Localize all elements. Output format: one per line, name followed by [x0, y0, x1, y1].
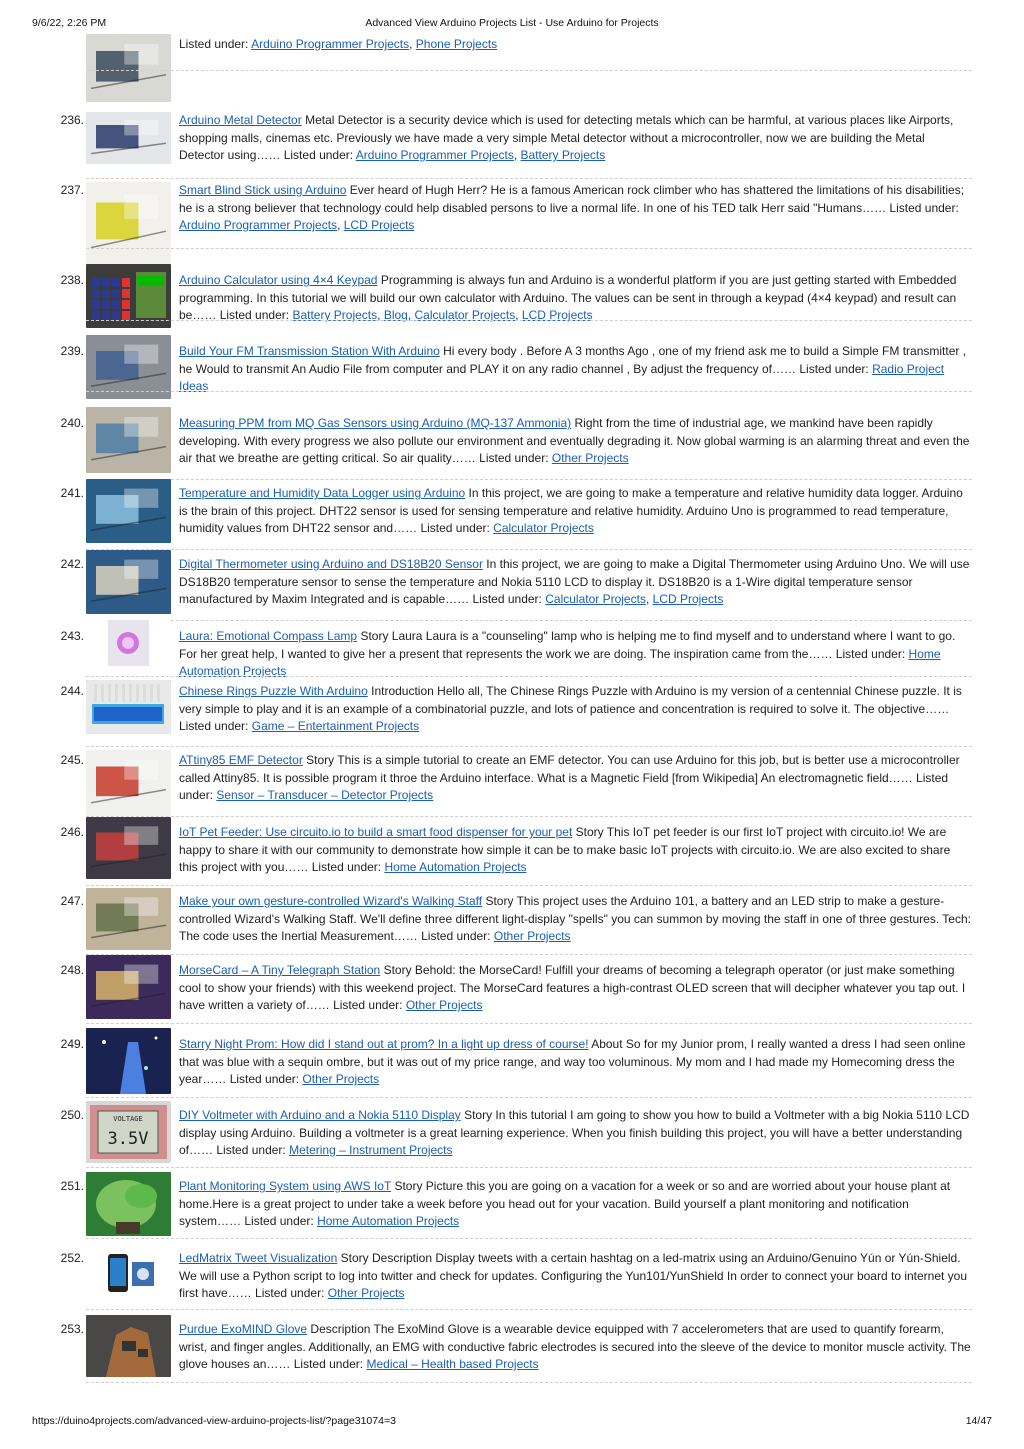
- print-header: [32, 17, 992, 31]
- item-divider: [86, 1238, 972, 1239]
- listed-under-label: Listed under:: [472, 592, 542, 606]
- project-thumbnail[interactable]: [86, 888, 171, 950]
- item-divider: [86, 320, 972, 321]
- item-text: [179, 1036, 971, 1089]
- project-thumbnail[interactable]: [86, 955, 171, 1019]
- item-text: Digital Thermometer using Arduino and DS18B20 Sensor In this project, we are going to make a Digital Thermometer using Arduino Uno. We will use DS18B20 temperature sensor to sense the temperature and Nokia 5110 LCD to display it. DS18B20 is a 1-Wire digital temperature sensor manufactured by Maxim Integrated and is capable…… Listed under: Calculator Projects, LCD Projects: [179, 557, 970, 606]
- project-description: Hi every body . Before A 3 months Ago , one of my friend ask me to build a Simple FM transmitter , he Would to transmit An Audio File from computer and PLAY it on any radio channel , By adjust the frequency of……: [179, 344, 967, 376]
- item-number: 252.: [60, 1251, 84, 1265]
- project-description: Story Laura Laura is a "counseling" lamp who is helping me to find myself and to understand where I want to go. For her great help, I wanted to give her a present that represents the work we are doing. The inspiration came from the……: [179, 629, 956, 661]
- project-thumbnail[interactable]: [86, 407, 171, 473]
- item-divider: [86, 1309, 972, 1310]
- item-divider: [86, 954, 972, 955]
- project-description: Programming is always fun and Arduino is a wonderful platform if you are just getting started with Embedded programming. In this tutorial we will build our own calculator with Arduino. The values can be sent in through a keypad (4×4 keypad) and result can be……: [179, 273, 957, 322]
- project-description: Story Picture this you are going on a vacation for a week or so and are worried about your house plant at home.Here is a great project to under take a week before you head out for your vacation. Build yourself a plant monitoring and notification system……: [179, 1179, 951, 1228]
- project-description: Introduction Hello all, The Chinese Rings Puzzle with Arduino is my version of a centennial Chinese puzzle. It is very simple to play and it is an example of a combinatorial puzzle, and lots of patience and concentration is required to solve it. The objective……: [179, 684, 962, 716]
- category-link[interactable]: Calculator Projects: [545, 592, 646, 606]
- page-number: 14/47: [965, 1415, 992, 1427]
- listed-under-label: Listed under:: [179, 37, 249, 51]
- project-description: Story This IoT pet feeder is our first IoT project with circuito.io! We are happy to share it with our community to demonstrate how simple it can be to make basic IoT projects with circuito.io. We are also excited to share this project with you……: [179, 825, 951, 874]
- project-description: In this project, we are going to make a Digital Thermometer using Arduino Uno. We will use DS18B20 temperature sensor to sense the temperature and Nokia 5110 LCD to display it. DS18B20 is a 1-Wire digital temperature sensor manufactured by Maxim Integrated and is capable……: [179, 557, 970, 606]
- item-text: [179, 343, 971, 396]
- voltmeter-label: VOLTAGE: [113, 1115, 143, 1123]
- project-thumbnail[interactable]: [86, 335, 171, 399]
- listed-under-label: Listed under:: [216, 1143, 286, 1157]
- project-description: About So for my Junior prom, I really wanted a dress I had seen online that was blue with a sequin ombre, but it was out of my price range, and way too voluminous. My mom and I had made my Homecoming dress the year……: [179, 1037, 966, 1086]
- print-date: 9/6/22, 2:26 PM: [32, 17, 107, 29]
- project-description: Story Description Display tweets with a certain hashtag on a led-matrix using an Arduino/Genuino Yún or Yún-Shield. We will use a Python script to log into twitter and check for updates. Configuring the Yun101/YunShield In order to connect your board to internet you first have……: [179, 1251, 968, 1300]
- category-link[interactable]: Radio Project Ideas: [179, 361, 945, 393]
- project-title-link[interactable]: DIY Voltmeter with Arduino and a Nokia 5110 Display: [179, 1108, 461, 1122]
- project-title-link[interactable]: Build Your FM Transmission Station With Arduino: [179, 344, 440, 358]
- category-link[interactable]: Blog: [383, 308, 408, 322]
- page-title: Advanced View Arduino Projects List - Use Arduino for Projects: [365, 17, 659, 29]
- project-description: Right from the time of industrial age, we mankind have been rapidly developing. With every progress we also pollute our environment and eventually degrading it. Now global warming is an alarming threat and even the air that we breathe are getting critical. So air quality……: [179, 416, 970, 465]
- listed-under-label: Listed under:: [255, 1286, 325, 1300]
- listed-under-label: Listed under:: [835, 646, 906, 661]
- item-number: 249.: [60, 1037, 84, 1051]
- item-divider: [86, 178, 972, 179]
- category-link[interactable]: Phone Projects: [415, 37, 498, 51]
- item-number: 243.: [60, 629, 84, 643]
- category-link[interactable]: Battery Projects: [292, 308, 378, 322]
- project-description: Story This project uses the Arduino 101, a battery and an LED strip to make a gesture-controlled Wizard's Walking Staff. We'll define three different light-display "spells" you can summon by moving the staff in one of three gestures. Tech: The code uses the Inertial Measurement……: [179, 894, 971, 943]
- item-divider: [86, 479, 972, 480]
- category-link[interactable]: LCD Projects: [652, 592, 724, 606]
- project-title-link[interactable]: Arduino Calculator using 4×4 Keypad: [179, 273, 378, 287]
- item-number: 242.: [60, 557, 84, 571]
- project-title-link[interactable]: LedMatrix Tweet Visualization: [179, 1251, 338, 1265]
- item-number: 241.: [60, 486, 84, 500]
- item-number: 246.: [60, 825, 84, 839]
- listed-under-label: Listed under:: [219, 308, 290, 322]
- item-divider: [86, 248, 972, 249]
- project-thumbnail[interactable]: [86, 750, 171, 816]
- item-text: [179, 415, 971, 468]
- item-number: 253.: [60, 1322, 84, 1336]
- category-link[interactable]: Other Projects: [327, 1286, 405, 1300]
- category-link[interactable]: Home Automation Projects: [384, 860, 527, 874]
- item-divider: [86, 816, 972, 817]
- listed-under-label: Listed under:: [293, 1357, 364, 1371]
- project-title-link[interactable]: Digital Thermometer using Arduino and DS18B20 Sensor: [179, 557, 483, 571]
- item-divider: [86, 549, 972, 550]
- category-link[interactable]: Metering – Instrument Projects: [289, 1143, 453, 1157]
- project-title-link[interactable]: IoT Pet Feeder: Use circuito.io to build a smart food dispenser for your pet: [179, 825, 573, 839]
- project-description: In this project, we are going to make a temperature and relative humidity data logger. Arduino is the brain of this project. DHT22 sensor is used for sensing temperature and relative humidity. Arduino Uno is programmed to read temperature, humidity values from DHT22 sensor and……: [179, 486, 963, 535]
- item-divider: [86, 391, 972, 392]
- item-text: [179, 1107, 971, 1160]
- project-thumbnail[interactable]: [86, 817, 171, 879]
- project-title-link[interactable]: Make your own gesture-controlled Wizard's Walking Staff: [179, 894, 483, 908]
- listed-under-label: Listed under:: [229, 1072, 300, 1086]
- item-divider: [86, 1382, 972, 1383]
- item-divider: [86, 746, 972, 747]
- listed-under-label: Listed under:: [244, 1214, 314, 1228]
- project-thumbnail[interactable]: [86, 34, 171, 102]
- item-number: 237.: [60, 183, 84, 197]
- project-title-link[interactable]: Temperature and Humidity Data Logger using Arduino: [179, 486, 466, 500]
- listed-under-label: Listed under:: [179, 770, 949, 802]
- item-divider: [86, 676, 972, 677]
- voltmeter-value: 3.5V: [107, 1129, 149, 1149]
- project-title-link[interactable]: Measuring PPM from MQ Gas Sensors using Arduino (MQ-137 Ammonia): [179, 416, 572, 430]
- project-thumbnail[interactable]: [86, 680, 171, 734]
- item-number: 238.: [60, 273, 84, 287]
- listed-under-label: Listed under:: [283, 148, 354, 162]
- project-thumbnail[interactable]: [86, 1101, 171, 1163]
- project-thumbnail[interactable]: [86, 620, 171, 666]
- item-number: 245.: [60, 753, 84, 767]
- item-divider: [86, 1023, 972, 1024]
- item-text: Listed under: Arduino Programmer Projects, Phone Projects: [179, 37, 498, 51]
- project-title-link[interactable]: Plant Monitoring System using AWS IoT: [179, 1179, 392, 1193]
- item-number: 239.: [60, 344, 84, 358]
- category-link[interactable]: Other Projects: [551, 451, 629, 465]
- category-link[interactable]: Other Projects: [302, 1072, 380, 1086]
- project-thumbnail[interactable]: [86, 182, 171, 264]
- project-title-link[interactable]: Arduino Metal Detector: [179, 113, 302, 127]
- category-link[interactable]: Game – Entertainment Projects: [251, 719, 420, 733]
- project-thumbnail[interactable]: [86, 1028, 171, 1094]
- project-thumbnail[interactable]: [86, 1172, 171, 1236]
- item-text: Arduino Metal Detector Metal Detector is a security device which is used for detecting metals which can be harmful, at various places like Airports, shopping malls, cinemas etc. Previously we have made a very simple Metal detector without a microcontroller, now we are building the Metal Detector using…… Listed under: Arduino Programmer Projects, Battery Projects: [179, 113, 954, 162]
- listed-under-label: Listed under:: [420, 521, 490, 535]
- item-text: [179, 752, 971, 805]
- item-number: 240.: [60, 416, 84, 430]
- project-description: Description The ExoMind Glove is a wearable device equipped with 7 accelerometers that are used to quantify forearm, wrist, and finger angles. Additionally, an EMG with conductive fabric electrodes is secured into the sleeve of the device to monitor muscle activity. The glove houses an……: [179, 1322, 971, 1371]
- listed-under-label: Listed under:: [179, 719, 249, 733]
- category-link[interactable]: Arduino Programmer Projects: [179, 218, 338, 232]
- item-number: 247.: [60, 894, 84, 908]
- project-description: Ever heard of Hugh Herr? He is a famous American rock climber who has shattered the limitations of his disabilities; he is a strong believer that technology could help disabled persons to live a normal life. In one of his TED talk Herr said "Humans……: [179, 183, 965, 215]
- project-thumbnail[interactable]: [86, 479, 171, 543]
- category-link[interactable]: LCD Projects: [343, 218, 415, 232]
- listed-under-label: Listed under:: [311, 860, 382, 874]
- item-text: [179, 1321, 971, 1374]
- category-link[interactable]: Medical – Health based Projects: [366, 1357, 539, 1371]
- item-divider: [86, 620, 972, 621]
- project-thumbnail[interactable]: [86, 1246, 171, 1302]
- project-title-link[interactable]: Starry Night Prom: How did I stand out at prom? In a light up dress of course!: [179, 1037, 589, 1051]
- item-text: Smart Blind Stick using Arduino Ever heard of Hugh Herr? He is a famous American rock climber who has shattered the limitations of his disabilities; he is a strong believer that technology could help disabled persons to live a normal life. In one of his TED talk Herr said "Humans…… Listed under: Arduino Programmer Projects, LCD Projects: [179, 183, 965, 232]
- item-text: [179, 1250, 971, 1303]
- category-link[interactable]: Home Automation Projects: [317, 1214, 460, 1228]
- item-divider: [86, 885, 972, 886]
- item-number: 248.: [60, 963, 84, 977]
- item-text: [179, 824, 971, 877]
- listed-under-label: Listed under:: [333, 998, 403, 1012]
- item-number: 251.: [60, 1179, 84, 1193]
- item-number: 244.: [60, 684, 84, 698]
- category-link[interactable]: Calculator Projects: [493, 521, 594, 535]
- project-thumbnail[interactable]: [86, 550, 171, 614]
- item-divider: [86, 1097, 972, 1098]
- listed-under-label: Listed under:: [421, 929, 491, 943]
- category-link[interactable]: Calculator Projects: [414, 308, 516, 322]
- listed-under-label: Listed under:: [889, 200, 959, 215]
- page-url: https://duino4projects.com/advanced-view-arduino-projects-list/?page31074=3: [32, 1415, 396, 1427]
- item-text: [179, 683, 971, 736]
- project-description: Metal Detector is a security device which is used for detecting metals which can be harmful, at various places like Airports, shopping malls, cinemas etc. Previously we have made a very simple Metal detector without a microcontroller, now we are building the Metal Detector using……: [179, 113, 954, 162]
- category-link[interactable]: Sensor – Transducer – Detector Projects: [216, 788, 434, 802]
- category-link[interactable]: Other Projects: [493, 929, 571, 943]
- project-thumbnail[interactable]: [86, 1315, 171, 1377]
- item-text: [179, 628, 971, 681]
- item-divider: [86, 70, 972, 71]
- category-link[interactable]: Other Projects: [405, 998, 483, 1012]
- project-description: Story This is a simple tutorial to create an EMF detector. You can use Arduino for this job, but is better use a microcontroller called Attiny85. It is possible program it throe the Arduino interface. What is a Magnetic Field [from Wikipedia] An electromagnetic field……: [179, 753, 960, 785]
- item-text: [179, 893, 971, 946]
- project-description: Story In this tutorial I am going to show you how to build a Voltmeter with a big Nokia 5110 LCD display using Arduino. Building a voltmeter is a great learning experience. When you finish building this project, you will have a better understanding of……: [179, 1108, 970, 1157]
- item-divider: [86, 1167, 972, 1168]
- project-title-link[interactable]: Smart Blind Stick using Arduino: [179, 183, 347, 197]
- project-thumbnail[interactable]: [86, 264, 171, 328]
- item-text: Arduino Calculator using 4×4 Keypad Programming is always fun and Arduino is a wonderful platform if you are just getting started with Embedded programming. In this tutorial we will build our own calculator with Arduino. The values can be sent in through a keypad (4×4 keypad) and result can be…… Listed under: Battery Projects, Blog, Calculator Projects, LCD Projects: [179, 273, 957, 322]
- category-link[interactable]: Battery Projects: [520, 148, 606, 162]
- project-title-link[interactable]: MorseCard – A Tiny Telegraph Station: [179, 963, 381, 977]
- item-text: [179, 485, 971, 538]
- item-number: 250.: [60, 1108, 84, 1122]
- category-link[interactable]: LCD Projects: [521, 308, 593, 322]
- print-footer: [32, 1415, 992, 1429]
- project-title-link[interactable]: ATtiny85 EMF Detector: [179, 753, 303, 767]
- project-title-link[interactable]: Chinese Rings Puzzle With Arduino: [179, 684, 368, 698]
- category-link[interactable]: Arduino Programmer Projects: [355, 148, 514, 162]
- category-link[interactable]: Home Automation Projects: [179, 646, 941, 678]
- item-text: [179, 962, 971, 1015]
- listed-under-label: Listed under:: [479, 451, 549, 465]
- project-title-link[interactable]: Purdue ExoMIND Glove: [179, 1322, 308, 1336]
- project-thumbnail[interactable]: [86, 112, 171, 164]
- item-number: 236.: [60, 113, 84, 127]
- item-text: [179, 1178, 971, 1231]
- listed-under-label: Listed under:: [799, 361, 869, 376]
- project-description: Story Behold: the MorseCard! Fulfill your dreams of becoming a telegraph operator (or just make something cool to show your friends) with this weekend project. The MorseCard features a high-contrast OLED screen that will decipher whatever you tap out. I have written a variety of……: [179, 963, 966, 1012]
- category-link[interactable]: Arduino Programmer Projects: [251, 37, 410, 51]
- project-title-link[interactable]: Laura: Emotional Compass Lamp: [179, 629, 358, 643]
